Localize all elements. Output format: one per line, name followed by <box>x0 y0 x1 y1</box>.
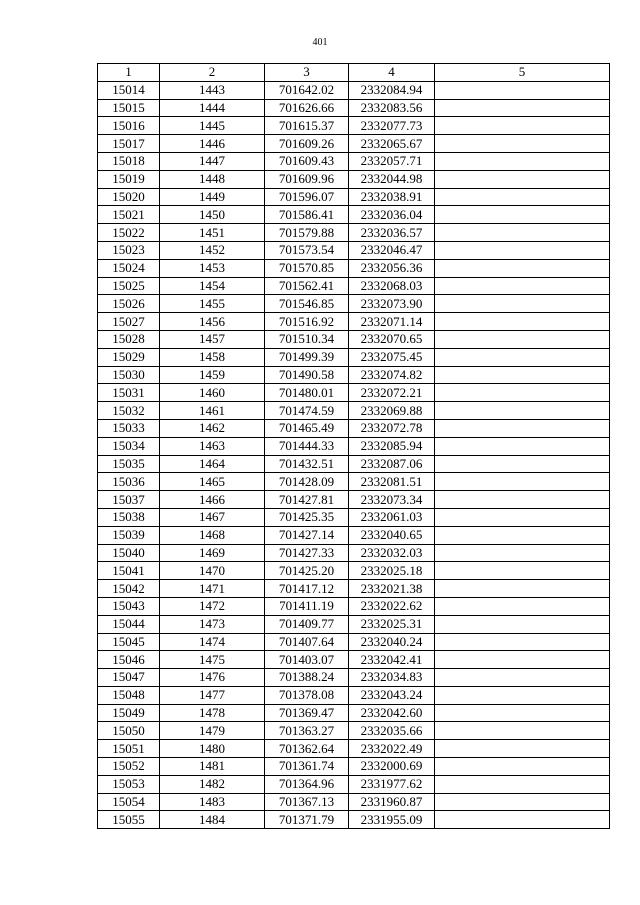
table-cell <box>435 597 610 615</box>
table-cell: 701388.24 <box>265 669 349 687</box>
table-row <box>98 366 610 384</box>
table-cell <box>435 437 610 455</box>
table-cell: 701427.33 <box>265 544 349 562</box>
table-row <box>98 437 610 455</box>
table-cell: 701369.47 <box>265 704 349 722</box>
table-cell: 1454 <box>160 277 265 295</box>
table-cell: 1457 <box>160 330 265 348</box>
table-row <box>98 580 610 598</box>
table-cell: 15029 <box>98 348 160 366</box>
table-cell <box>435 170 610 188</box>
table-cell <box>435 491 610 509</box>
table-cell: 701427.14 <box>265 526 349 544</box>
table-cell: 2332084.94 <box>349 81 435 99</box>
table-cell: 701626.66 <box>265 99 349 117</box>
table-cell: 701362.64 <box>265 740 349 758</box>
table-cell <box>435 313 610 331</box>
table-cell: 1451 <box>160 224 265 242</box>
table-cell: 15047 <box>98 669 160 687</box>
table-cell: 701425.20 <box>265 562 349 580</box>
table-cell: 1458 <box>160 348 265 366</box>
table-cell <box>435 402 610 420</box>
table-cell: 15041 <box>98 562 160 580</box>
table-row <box>98 206 610 224</box>
table-cell: 701432.51 <box>265 455 349 473</box>
table-row <box>98 295 610 313</box>
table-cell <box>435 188 610 206</box>
table-cell: 1480 <box>160 740 265 758</box>
table-cell: 15033 <box>98 419 160 437</box>
table-row <box>98 686 610 704</box>
table-cell <box>435 99 610 117</box>
table-cell: 15046 <box>98 651 160 669</box>
table-cell <box>435 651 610 669</box>
table-cell <box>435 722 610 740</box>
table-cell: 15030 <box>98 366 160 384</box>
table-cell: 2332081.51 <box>349 473 435 491</box>
table-cell: 1466 <box>160 491 265 509</box>
table-header-row <box>98 64 610 82</box>
table-cell <box>435 793 610 811</box>
table-cell: 1478 <box>160 704 265 722</box>
table-cell: 1463 <box>160 437 265 455</box>
table-cell: 1476 <box>160 669 265 687</box>
table-cell: 2332085.94 <box>349 437 435 455</box>
table-cell: 701444.33 <box>265 437 349 455</box>
table-cell: 15053 <box>98 775 160 793</box>
table-cell: 15055 <box>98 811 160 829</box>
table-cell: 2332040.65 <box>349 526 435 544</box>
table-cell <box>435 758 610 776</box>
table-row <box>98 313 610 331</box>
table-cell: 701427.81 <box>265 491 349 509</box>
table-cell: 2332036.04 <box>349 206 435 224</box>
table-cell: 701510.34 <box>265 330 349 348</box>
table-cell: 1469 <box>160 544 265 562</box>
column-header: 1 <box>98 64 160 82</box>
table-cell <box>435 455 610 473</box>
table-cell: 1483 <box>160 793 265 811</box>
table-cell: 701367.13 <box>265 793 349 811</box>
table-cell: 1459 <box>160 366 265 384</box>
table-row <box>98 473 610 491</box>
table-cell: 701570.85 <box>265 259 349 277</box>
table-cell <box>435 473 610 491</box>
table-cell: 15034 <box>98 437 160 455</box>
table-cell: 701417.12 <box>265 580 349 598</box>
table-cell: 2332042.60 <box>349 704 435 722</box>
table-cell: 701364.96 <box>265 775 349 793</box>
table-cell: 1456 <box>160 313 265 331</box>
table-row <box>98 170 610 188</box>
table-cell: 2331960.87 <box>349 793 435 811</box>
table-row <box>98 81 610 99</box>
table-cell: 2332056.36 <box>349 259 435 277</box>
table-cell: 2332044.98 <box>349 170 435 188</box>
table-cell <box>435 775 610 793</box>
table-cell: 15040 <box>98 544 160 562</box>
table-cell: 701642.02 <box>265 81 349 99</box>
table-cell: 1462 <box>160 419 265 437</box>
table-cell: 15036 <box>98 473 160 491</box>
table-cell <box>435 366 610 384</box>
table-cell <box>435 740 610 758</box>
table-cell: 2332000.69 <box>349 758 435 776</box>
table-row <box>98 277 610 295</box>
table-cell: 15051 <box>98 740 160 758</box>
table-cell <box>435 277 610 295</box>
table-row <box>98 188 610 206</box>
table-cell: 2332025.18 <box>349 562 435 580</box>
table-cell: 15049 <box>98 704 160 722</box>
table-cell: 701609.43 <box>265 152 349 170</box>
table-cell: 2332032.03 <box>349 544 435 562</box>
table-cell: 1474 <box>160 633 265 651</box>
table-cell <box>435 224 610 242</box>
table-cell <box>435 419 610 437</box>
table-row <box>98 526 610 544</box>
table-cell: 701378.08 <box>265 686 349 704</box>
table-cell: 701411.19 <box>265 597 349 615</box>
table-cell: 1464 <box>160 455 265 473</box>
table-cell: 701361.74 <box>265 758 349 776</box>
column-header: 4 <box>349 64 435 82</box>
table-cell: 15037 <box>98 491 160 509</box>
table-cell: 15024 <box>98 259 160 277</box>
table-cell: 15025 <box>98 277 160 295</box>
table-cell: 2332087.06 <box>349 455 435 473</box>
table-cell: 2332068.03 <box>349 277 435 295</box>
table-cell <box>435 206 610 224</box>
table-cell: 1482 <box>160 775 265 793</box>
table-cell: 1475 <box>160 651 265 669</box>
table-row <box>98 419 610 437</box>
table-cell: 2331977.62 <box>349 775 435 793</box>
table-cell: 701409.77 <box>265 615 349 633</box>
table-cell: 15054 <box>98 793 160 811</box>
coordinates-table <box>97 63 610 829</box>
table-cell: 1445 <box>160 117 265 135</box>
table-cell: 2332035.66 <box>349 722 435 740</box>
table-row <box>98 544 610 562</box>
table-row <box>98 669 610 687</box>
table-cell <box>435 384 610 402</box>
table-cell: 15016 <box>98 117 160 135</box>
column-header: 2 <box>160 64 265 82</box>
table-cell: 15028 <box>98 330 160 348</box>
table-row <box>98 740 610 758</box>
table-cell <box>435 135 610 153</box>
table-cell <box>435 811 610 829</box>
table-cell: 2332043.24 <box>349 686 435 704</box>
table-cell: 1479 <box>160 722 265 740</box>
table-cell: 2332042.41 <box>349 651 435 669</box>
table-cell: 1471 <box>160 580 265 598</box>
table-cell: 701428.09 <box>265 473 349 491</box>
table-cell: 15023 <box>98 241 160 259</box>
table-cell: 1447 <box>160 152 265 170</box>
table-cell: 2332069.88 <box>349 402 435 420</box>
table-cell: 2332083.56 <box>349 99 435 117</box>
table-cell <box>435 152 610 170</box>
table-row <box>98 758 610 776</box>
table-cell: 1473 <box>160 615 265 633</box>
table-cell: 2332022.49 <box>349 740 435 758</box>
column-header: 5 <box>435 64 610 82</box>
table-cell: 701425.35 <box>265 508 349 526</box>
table-cell: 1470 <box>160 562 265 580</box>
table-row <box>98 384 610 402</box>
table-cell: 701490.58 <box>265 366 349 384</box>
table-cell: 701407.64 <box>265 633 349 651</box>
table-cell: 1465 <box>160 473 265 491</box>
table-cell <box>435 508 610 526</box>
table-cell: 15048 <box>98 686 160 704</box>
table-cell: 1455 <box>160 295 265 313</box>
table-cell: 1444 <box>160 99 265 117</box>
table-cell: 1443 <box>160 81 265 99</box>
table-cell: 2332034.83 <box>349 669 435 687</box>
table-cell: 2332036.57 <box>349 224 435 242</box>
table-cell: 2332057.71 <box>349 152 435 170</box>
table-cell: 2332025.31 <box>349 615 435 633</box>
table-cell: 2332072.21 <box>349 384 435 402</box>
table-row <box>98 224 610 242</box>
table-row <box>98 704 610 722</box>
table-cell: 15043 <box>98 597 160 615</box>
table-row <box>98 348 610 366</box>
table-cell: 15020 <box>98 188 160 206</box>
table-cell: 15038 <box>98 508 160 526</box>
table-row <box>98 152 610 170</box>
table-cell: 701371.79 <box>265 811 349 829</box>
table-cell <box>435 562 610 580</box>
table-cell: 2332071.14 <box>349 313 435 331</box>
table-cell: 15022 <box>98 224 160 242</box>
table-cell: 2332075.45 <box>349 348 435 366</box>
table-cell: 15050 <box>98 722 160 740</box>
table-row <box>98 597 610 615</box>
table-cell: 2332022.62 <box>349 597 435 615</box>
table-cell: 1481 <box>160 758 265 776</box>
table-cell: 2332061.03 <box>349 508 435 526</box>
table-cell: 2332070.65 <box>349 330 435 348</box>
table-cell: 1467 <box>160 508 265 526</box>
table-cell: 701546.85 <box>265 295 349 313</box>
page-number: 401 <box>312 37 328 48</box>
table-cell: 701465.49 <box>265 419 349 437</box>
table-cell: 701562.41 <box>265 277 349 295</box>
column-header: 3 <box>265 64 349 82</box>
table-cell: 1468 <box>160 526 265 544</box>
table-cell: 2332077.73 <box>349 117 435 135</box>
table-cell: 1448 <box>160 170 265 188</box>
table-cell <box>435 330 610 348</box>
table-cell: 701579.88 <box>265 224 349 242</box>
table-cell <box>435 117 610 135</box>
table-cell: 701516.92 <box>265 313 349 331</box>
table-row <box>98 633 610 651</box>
table-cell: 701609.26 <box>265 135 349 153</box>
table-cell: 2332074.82 <box>349 366 435 384</box>
table-cell: 2332072.78 <box>349 419 435 437</box>
table-cell: 701480.01 <box>265 384 349 402</box>
table-row <box>98 811 610 829</box>
table-row <box>98 491 610 509</box>
table-cell <box>435 633 610 651</box>
table-row <box>98 99 610 117</box>
table-row <box>98 722 610 740</box>
table-row <box>98 259 610 277</box>
table-cell: 15019 <box>98 170 160 188</box>
table-cell: 15031 <box>98 384 160 402</box>
table-body <box>98 81 610 828</box>
table-cell: 15017 <box>98 135 160 153</box>
table-cell: 1461 <box>160 402 265 420</box>
table-row <box>98 562 610 580</box>
table-cell <box>435 81 610 99</box>
table-cell: 2332021.38 <box>349 580 435 598</box>
table-cell: 2332065.67 <box>349 135 435 153</box>
table-row <box>98 402 610 420</box>
table-cell: 1477 <box>160 686 265 704</box>
table-cell <box>435 615 610 633</box>
table-cell: 701596.07 <box>265 188 349 206</box>
table-row <box>98 793 610 811</box>
table-cell: 15042 <box>98 580 160 598</box>
table-cell <box>435 526 610 544</box>
table-cell: 1449 <box>160 188 265 206</box>
table-cell <box>435 686 610 704</box>
table-cell <box>435 348 610 366</box>
table-row <box>98 117 610 135</box>
table-cell: 15039 <box>98 526 160 544</box>
table-row <box>98 135 610 153</box>
table-cell: 1484 <box>160 811 265 829</box>
table-cell: 15014 <box>98 81 160 99</box>
table-row <box>98 651 610 669</box>
table-cell: 15052 <box>98 758 160 776</box>
table-cell: 15026 <box>98 295 160 313</box>
table-cell: 1472 <box>160 597 265 615</box>
table-cell: 2332040.24 <box>349 633 435 651</box>
table-cell: 1460 <box>160 384 265 402</box>
table-cell <box>435 295 610 313</box>
table-cell: 15015 <box>98 99 160 117</box>
table-row <box>98 615 610 633</box>
table-cell: 701586.41 <box>265 206 349 224</box>
table-row <box>98 455 610 473</box>
table-cell <box>435 704 610 722</box>
table-cell: 701573.54 <box>265 241 349 259</box>
table-cell: 15018 <box>98 152 160 170</box>
table-cell: 2332073.90 <box>349 295 435 313</box>
table-cell: 701609.96 <box>265 170 349 188</box>
table-cell <box>435 259 610 277</box>
table-cell <box>435 669 610 687</box>
table-cell: 1450 <box>160 206 265 224</box>
table-row <box>98 241 610 259</box>
table-cell: 1453 <box>160 259 265 277</box>
table-cell <box>435 544 610 562</box>
table-cell: 701363.27 <box>265 722 349 740</box>
table-cell <box>435 580 610 598</box>
table-cell: 2332046.47 <box>349 241 435 259</box>
table-row <box>98 775 610 793</box>
table-cell: 701474.59 <box>265 402 349 420</box>
table-cell: 15045 <box>98 633 160 651</box>
table-cell: 2332073.34 <box>349 491 435 509</box>
table-cell: 1452 <box>160 241 265 259</box>
table-cell: 15021 <box>98 206 160 224</box>
table-cell: 15032 <box>98 402 160 420</box>
table-cell: 701403.07 <box>265 651 349 669</box>
table-cell <box>435 241 610 259</box>
table-cell: 15027 <box>98 313 160 331</box>
table-cell: 2332038.91 <box>349 188 435 206</box>
table-row <box>98 508 610 526</box>
table-cell: 15044 <box>98 615 160 633</box>
table-row <box>98 330 610 348</box>
table-cell: 15035 <box>98 455 160 473</box>
table-cell: 2331955.09 <box>349 811 435 829</box>
table-cell: 701615.37 <box>265 117 349 135</box>
table-cell: 701499.39 <box>265 348 349 366</box>
table-cell: 1446 <box>160 135 265 153</box>
